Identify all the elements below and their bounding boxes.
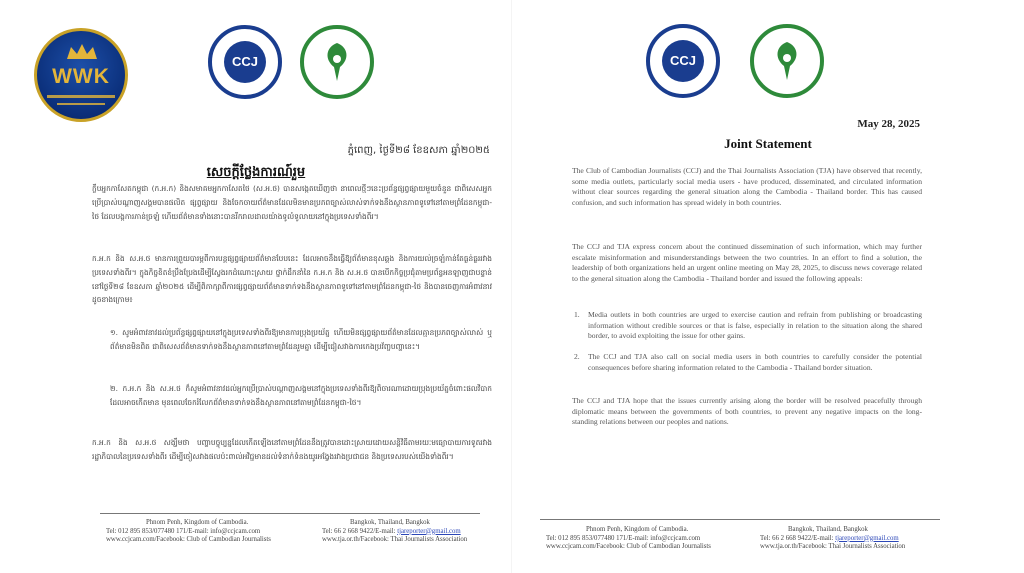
- english-paragraph-3: The CCJ and TJA hope that the issues currently arising along the border will be resolved peacefully through diplomatic means between the governments of both countries, to prevent any negative impacts on the long-standing relations between our peoples and nations.: [572, 396, 922, 427]
- ccj-contact: [106, 519, 271, 545]
- tja-web-2[interactable]: www.tja.or.th/Facebook: Thai Journalists Association: [760, 543, 906, 551]
- appeal-2-number: 2.: [574, 352, 580, 361]
- ccj-logo: [208, 25, 282, 99]
- wwk-logo: [34, 28, 128, 122]
- tja-email-link[interactable]: tjareporter@gmail.com: [397, 527, 461, 535]
- khmer-paragraph-1: ក្លឹបអ្នកកាសែតកម្ពុជា (ក.អ.ក) និងសមាគមអ្នកកាសែតថៃ (ស.អ.ថ) បានសង្កេតឃើញថា នាពេលថ្មីៗនេះប្រព័ន្ធផ្សព្វផ្សាយមួយចំនួន ជាពិសេសអ្នកប្រើប្រាស់បណ្ដាញសង្គមបានផលិត ផ្សព្វផ្សាយ និងចែកចាយព័ត៌មានដែលមិនមានប្រភពច្បាស់លាស់ទាក់ទងនឹងស្ថានភាពទូទៅនៅតាមព្រំដែនកម្ពុជា-ថៃ ដែលបង្កការភាន់ច្រឡំ ហើយព័ត៌មានទាំងនោះបានរីករាលដាលយ៉ាងទូលំទូលាយនៅក្នុងប្រទេសទាំងពីរ។: [92, 184, 492, 221]
- khmer-date: ភ្នំពេញ, ថ្ងៃទី២៨ ខែឧសភា ឆ្នាំ២០២៥: [347, 145, 490, 156]
- tja-contact: [322, 519, 467, 545]
- wwk-logo-subtitle: [47, 95, 115, 98]
- pen-quill-icon: [318, 39, 356, 85]
- tja-web[interactable]: www.tja.or.th/Facebook: Thai Journalists Association: [322, 536, 468, 544]
- english-appeal-2: [574, 352, 922, 373]
- pen-quill-icon-2: [768, 38, 806, 84]
- english-paragraph-1: The Club of Cambodian Journalists (CCJ) and the Thai Journalists Association (TJA) have observed that recently, some media outlets, particularly social media users - have produced, disseminated, and circulated information without clear sources regarding the general situation along the Cambodia - Thailand border. This has caused confusion, and such information has spread widely in both countries.: [572, 166, 922, 207]
- english-date: May 28, 2025: [857, 118, 920, 130]
- ccj-city: Phnom Penh, Kingdom of Cambodia.: [146, 519, 249, 526]
- appeal-1-number: 1.: [574, 310, 580, 319]
- tja-logo: [300, 25, 374, 99]
- tja-logo-2: [750, 24, 824, 98]
- english-appeal-1: [574, 310, 922, 342]
- ccj-web[interactable]: www.ccjcam.com/Facebook: Club of Cambodian Journalists: [106, 536, 271, 544]
- tja-tel-2: Tel: 66 2 668 9422/E-mail:: [760, 534, 836, 542]
- ccj-contact-2: [546, 526, 711, 552]
- footer-rule: [100, 513, 480, 514]
- ccj-logo-2: [646, 24, 720, 98]
- khmer-appeal-2: ២. ក.អ.ក និង ស.អ.ថ ក៏សូមអំពាវនាវដល់អ្នកប្រើប្រាស់បណ្ដាញសង្គមនៅក្នុងប្រទេសទាំងពីរឱ្យពិចារណាដោយប្រុងប្រយ័ត្នចំពោះផលវិបាកដែលអាចកើតមាន មុនពេលចែករំលែកព័ត៌មានទាក់ទងនឹងស្ថានភាពនៅតាមព្រំដែនកម្ពុជា-ថៃ។: [110, 384, 492, 407]
- english-paragraph-2: The CCJ and TJA express concern about the continued dissemination of such information, which may further escalate misinformation and misunderstandings between the two countries. In an effort to find a solution, the leadership of both organizations held an urgent online meeting on May 28, 2025, to discuss news coverage related to the general situation along the Cambodia - Thailand border and issued the following appeals:: [572, 242, 922, 283]
- ccj-logo-letters: CCJ: [224, 41, 266, 83]
- khmer-appeal-1: ១. សូមអំពាវនាវដល់ប្រព័ន្ធផ្សព្វផ្សាយនៅក្នុងប្រទេសទាំងពីរឱ្យមានការប្រុងប្រយ័ត្ន ហើយមិនផ្សព្វផ្សាយព័ត៌មានដែលគ្មានប្រភពច្បាស់លាស់ ឬព័ត៌មានមិនពិត ជាពិសេសព័ត៌មានទាក់ទងនឹងស្ថានភាពនៅតាមព្រំដែនរួមគ្នា ដើម្បីជៀសវាងការកេងប្រវ័ញ្ចបញ្ហានេះ។: [110, 328, 492, 351]
- appeal-1-text: Media outlets in both countries are urged to exercise caution and refrain from publishing or broadcasting information without credible sources or that is false, especially in relation to the situation along the shared border, to avoid exploiting the issue for other gains.: [588, 310, 922, 341]
- tja-city-2: Bangkok, Thailand, Bangkok: [788, 526, 868, 533]
- ccj-tel: Tel: 012 895 853/077480 171/E-mail: info@ccjcam.com: [106, 527, 261, 535]
- khmer-paragraph-2: ក.អ.ក និង ស.អ.ថ មានការព្រួយបារម្ភពីការបន្តផ្សព្វផ្សាយព័ត៌មានបែបនេះ ដែលអាចនឹងធ្វើឱ្យព័ត៌មានខុសឆ្គង និងការយល់ច្រឡំកាន់តែធ្ងន់ធ្ងររវាងប្រទេសទាំងពីរ។ ក្នុងកិច្ចខិតខំប្រឹងប្រែងដើម្បីស្វែងរកដំណោះស្រាយ ថ្នាក់ដឹកនាំនៃ ក.អ.ក និង ស.អ.ថ បានបើកកិច្ចប្រជុំតាមប្រព័ន្ធអនឡាញជាបន្ទាន់ នៅថ្ងៃទី២៨ ខែឧសភា ឆ្នាំ២០២៥ ដើម្បីពិភាក្សាពីការផ្សព្វផ្សាយព័ត៌មានទាក់ទងនឹងស្ថានភាពទូទៅនៅតាមព្រំដែនកម្ពុជា-ថៃ និងបានចេញការអំពាវនាវដូចខាងក្រោម៖: [92, 254, 492, 305]
- khmer-paragraph-3: ក.អ.ក និង ស.អ.ថ សង្ឃឹមថា បញ្ហាបច្ចុប្បន្នដែលកើតឡើងនៅតាមព្រំដែននឹងត្រូវបានដោះស្រាយដោយសន្តិវិធីតាមរយៈមធ្យោបាយការទូតរវាងរដ្ឋាភិបាលនៃប្រទេសទាំងពីរ ដើម្បីចៀសវាងផលប៉ះពាល់អវិជ្ជមានដល់ទំនាក់ទំនងយូរអង្វែងរវាងប្រជាជន និងប្រទេសរបស់យើងទាំងពីរ។: [92, 438, 492, 461]
- crown-icon: [65, 43, 99, 61]
- tja-city: Bangkok, Thailand, Bangkok: [350, 519, 430, 526]
- ccj-web-2[interactable]: www.ccjcam.com/Facebook: Club of Cambodian Journalists: [546, 543, 711, 551]
- tja-tel: Tel: 66 2 668 9422/E-mail:: [322, 527, 398, 535]
- ccj-logo-letters-2: CCJ: [662, 40, 704, 82]
- appeal-2-text: The CCJ and TJA also call on social media users in both countries to carefully consider the potential consequences before sharing information related to the Cambodia - Thailand border situation.: [588, 352, 922, 372]
- footer-rule-2: [540, 519, 940, 520]
- tja-email-link-2[interactable]: tjareporter@gmail.com: [835, 534, 899, 542]
- wwk-logo-letters: WWK: [52, 65, 110, 88]
- tja-contact-2: [760, 526, 905, 552]
- ccj-tel-2: Tel: 012 895 853/077480 171/E-mail: info@ccjcam.com: [546, 534, 701, 542]
- english-title: Joint Statement: [724, 136, 812, 151]
- khmer-title: សេចក្តីថ្លែងការណ៍រួម: [206, 165, 306, 180]
- ccj-city-2: Phnom Penh, Kingdom of Cambodia.: [586, 526, 689, 533]
- wwk-logo-subtitle-2: [57, 103, 105, 105]
